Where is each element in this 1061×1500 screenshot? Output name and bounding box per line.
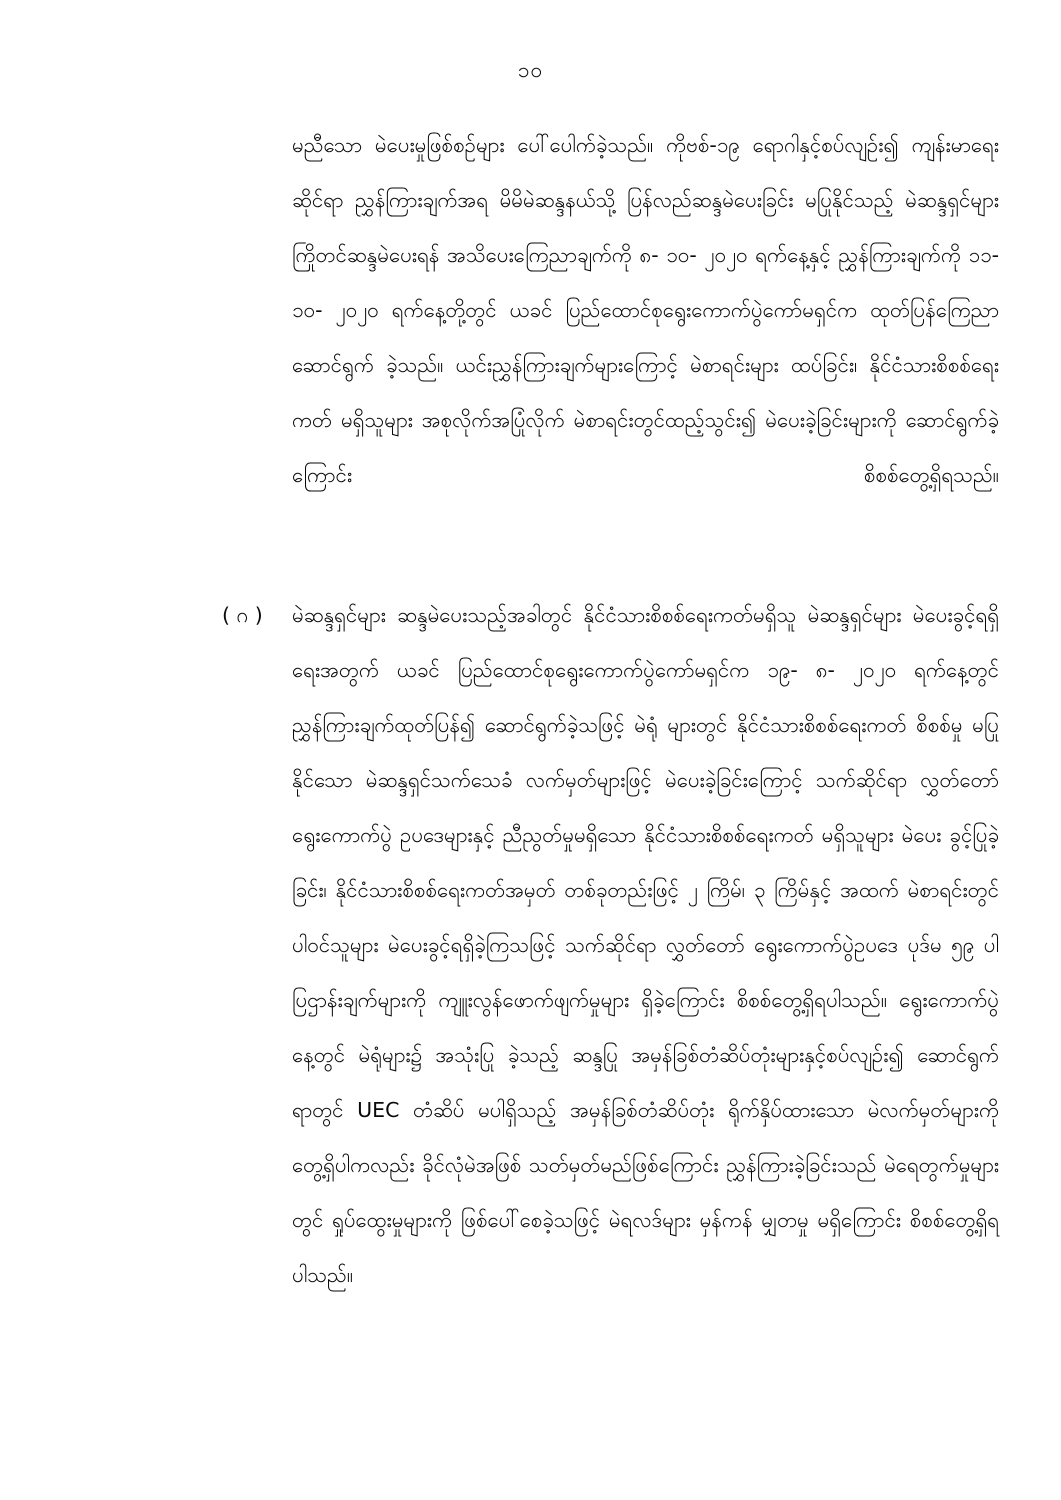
- paragraph-block: [292, 118, 999, 558]
- page-number: ၁၀: [517, 58, 544, 82]
- paragraph-marker: ( ဂ ): [222, 603, 263, 627]
- paragraph-text: မညီသော မဲပေးမှုဖြစ်စဉ်များ ပေါ်ပေါက်ခဲ့သည်။ ကိုဗစ်-၁၉ ရောဂါနှင့်စပ်လျဉ်း၍ ကျန်းမာရေးဆိုင်ရာ ညွှန်ကြားချက်အရ မိမိမဲဆန္ဒနယ်သို့ ပြန်လည်ဆန္ဒမဲပေးခြင်း မပြုနိုင်သည့် မဲဆန္ဒရှင်များ ကြိုတင်ဆန္ဒမဲပေးရန် အသိပေးကြေညာချက်ကို ၈- ၁၀- ၂၀၂၀ ရက်နေ့နှင့် ညွှန်ကြားချက်ကို ၁၁- ၁၀- ၂၀၂၀ ရက်နေ့တို့တွင် ယခင် ပြည်ထောင်စုရွေးကောက်ပွဲကော်မရှင်က ထုတ်ပြန်ကြေညာဆောင်ရွက် ခဲ့သည်။ ယင်းညွှန်ကြားချက်များကြောင့် မဲစာရင်းများ ထပ်ခြင်း၊ နိုင်ငံသားစိစစ်ရေးကတ် မရှိသူများ အစုလိုက်အပြုံလိုက် မဲစာရင်းတွင်ထည့်သွင်း၍ မဲပေးခဲ့ခြင်းများကို ဆောင်ရွက်ခဲ့ကြောင်း စိစစ်တွေ့ရှိရသည်။: [292, 133, 999, 487]
- paragraph-block: [0, 588, 999, 1358]
- paragraph-text: မဲဆန္ဒရှင်များ ဆန္ဒမဲပေးသည့်အခါတွင် နိုင်ငံသားစိစစ်ရေးကတ်မရှိသူ မဲဆန္ဒရှင်များ မဲပေးခွင့်ရရှိရေးအတွက် ယခင် ပြည်ထောင်စုရွေးကောက်ပွဲကော်မရှင်က ၁၉- ၈- ၂၀၂၀ ရက်နေ့တွင် ညွှန်ကြားချက်ထုတ်ပြန်၍ ဆောင်ရွက်ခဲ့သဖြင့် မဲရုံ များတွင် နိုင်ငံသားစိစစ်ရေးကတ် စိစစ်မှု မပြုနိုင်သော မဲဆန္ဒရှင်သက်သေခံ လက်မှတ်များဖြင့် မဲပေးခဲ့ခြင်းကြောင့် သက်ဆိုင်ရာ လွှတ်တော်ရွေးကောက်ပွဲ ဥပဒေများနှင့် ညီညွတ်မှုမရှိသော နိုင်ငံသားစိစစ်ရေးကတ် မရှိသူများ မဲပေး ခွင့်ပြုခဲ့ခြင်း၊ နိုင်ငံသားစိစစ်ရေးကတ်အမှတ် တစ်ခုတည်းဖြင့် ၂ ကြိမ်၊ ၃ ကြိမ်နှင့် အထက် မဲစာရင်းတွင် ပါဝင်သူများ မဲပေးခွင့်ရရှိခဲ့ကြသဖြင့် သက်ဆိုင်ရာ လွှတ်တော် ရွေးကောက်ပွဲဥပဒေ ပုဒ်မ ၅၉ ပါ ပြဌာန်းချက်များကို ကျူးလွန်ဖောက်ဖျက်မှုများ ရှိခဲ့ကြောင်း စိစစ်တွေ့ရှိရပါသည်။ ရွေးကောက်ပွဲနေ့တွင် မဲရုံများ၌ အသုံးပြု ခဲ့သည့် ဆန္ဒပြု အမှန်ခြစ်တံဆိပ်တုံးများနှင့်စပ်လျဉ်း၍ ဆောင်ရွက်ရာတွင် UEC တံဆိပ် မပါရှိသည့် အမှန်ခြစ်တံဆိပ်တုံး ရိုက်နှိပ်ထားသော မဲလက်မှတ်များကို တွေ့ရှိပါကလည်း ခိုင်လုံမဲအဖြစ် သတ်မှတ်မည်ဖြစ်ကြောင်း ညွှန်ကြားခဲ့ခြင်းသည် မဲရေတွက်မှုများတွင် ရှုပ်ထွေးမှုများကို ဖြစ်ပေါ်စေခဲ့သဖြင့် မဲရလဒ်များ မှန်ကန် မျှတမှု မရှိကြောင်း စိစစ်တွေ့ရှိရပါသည်။: [292, 603, 999, 1287]
- document-body: [0, 118, 1061, 1358]
